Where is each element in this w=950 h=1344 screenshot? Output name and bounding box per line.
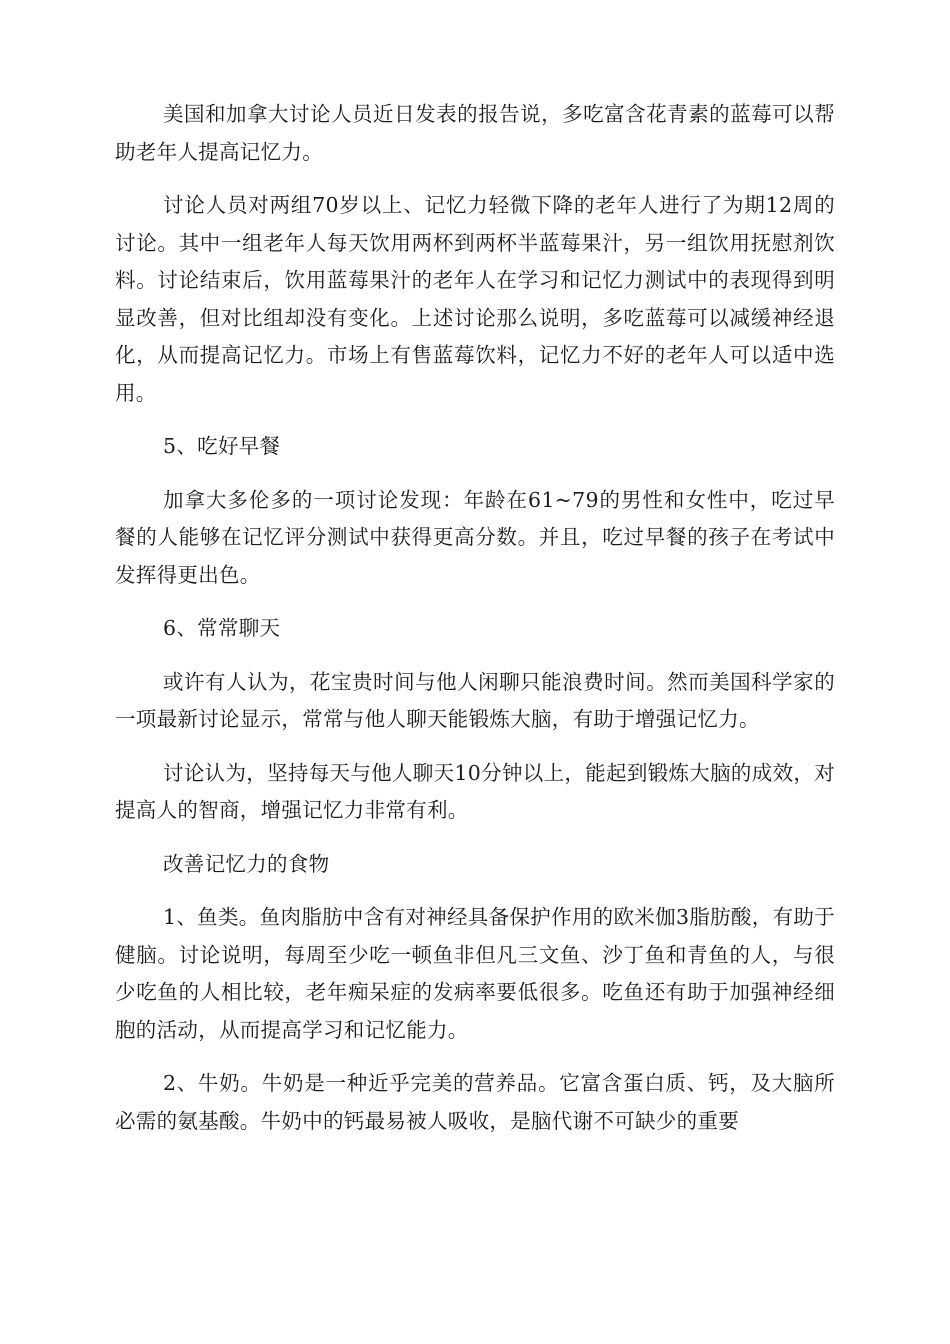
paragraph-chatting-intro: 或许有人认为，花宝贵时间与他人闲聊只能浪费时间。然而美国科学家的一项最新讨论显示，常常与他人聊天能锻炼大脑，有助于增强记忆力。 (115, 669, 835, 731)
paragraph-breakfast: 加拿大多伦多的一项讨论发现：年龄在61~79的男性和女性中，吃过早餐的人能够在记忆评分测试中获得更高分数。并且，吃过早餐的孩子在考试中发挥得更出色。 (115, 487, 835, 587)
heading-memory-foods: 改善记忆力的食物 (163, 851, 330, 876)
heading-chatting: 6、常常聊天 (163, 616, 281, 640)
paragraph-blueberry-intro: 美国和加拿大讨论人员近日发表的报告说，多吃富含花青素的蓝莓可以帮助老年人提高记忆力。 (115, 102, 835, 164)
paragraph-blueberry-study: 讨论人员对两组70岁以上、记忆力轻微下降的老年人进行了为期12周的讨论。其中一组老年人每天饮用两杯到两杯半蓝莓果汁，另一组饮用抚慰剂饮料。讨论结束后，饮用蓝莓果汁的老年人在学习和记忆力测试中的表现得到明显改善，但对比组却没有变化。上述讨论那么说明，多吃蓝莓可以减缓神经退化，从而提高记忆力。市场上有售蓝莓饮料，记忆力不好的老年人可以适中选用。 (115, 193, 835, 405)
paragraph-milk: 2、牛奶。牛奶是一种近乎完美的营养品。它富含蛋白质、钙，及大脑所必需的氨基酸。牛奶中的钙最易被人吸收，是脑代谢不可缺少的重要 (115, 1071, 835, 1133)
heading-breakfast: 5、吃好早餐 (163, 434, 281, 458)
document-page (115, 96, 835, 1156)
paragraph-chatting-study: 讨论认为，坚持每天与他人聊天10分钟以上，能起到锻炼大脑的成效，对提高人的智商，增强记忆力非常有利。 (115, 760, 835, 822)
paragraph-fish: 1、鱼类。鱼肉脂肪中含有对神经具备保护作用的欧米伽3脂肪酸，有助于健脑。讨论说明，每周至少吃一顿鱼非但凡三文鱼、沙丁鱼和青鱼的人，与很少吃鱼的人相比较，老年痴呆症的发病率要低很多。吃鱼还有助于加强神经细胞的活动，从而提高学习和记忆能力。 (115, 905, 835, 1042)
